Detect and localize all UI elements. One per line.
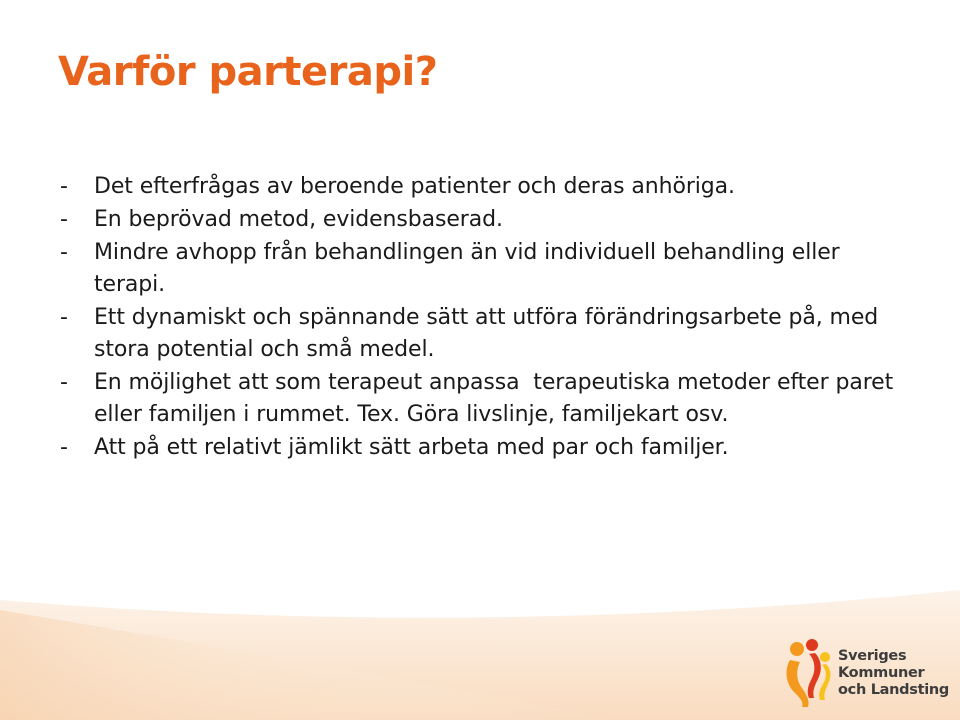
bullet-text: En beprövad metod, evidensbaserad. <box>94 207 503 232</box>
bullet-marker: - <box>60 174 68 199</box>
bullet-item <box>60 367 910 431</box>
slide-title: Varför parterapi? <box>58 49 438 95</box>
bullet-item <box>60 171 910 203</box>
bullet-list <box>60 171 910 465</box>
bullet-text: En möjlighet att som terapeut anpassa terapeutiska metoder efter paret eller familjen i rummet. Tex. Göra livslinje, familjekart osv. <box>94 370 901 427</box>
logo-line-2: Kommuner <box>838 665 925 681</box>
bullet-item <box>60 204 910 236</box>
bullet-marker: - <box>60 435 68 460</box>
bullet-text: Det efterfrågas av beroende patienter och deras anhöriga. <box>94 174 735 199</box>
bullet-item <box>60 302 910 366</box>
bullet-item <box>60 237 910 301</box>
skl-logo <box>782 636 952 708</box>
bullet-text: Mindre avhopp från behandlingen än vid individuell behandling eller terapi. <box>94 240 847 297</box>
bullet-marker: - <box>60 207 68 232</box>
skl-wordmark <box>838 648 949 699</box>
bullet-marker: - <box>60 370 68 395</box>
bullet-text: Ett dynamiskt och spännande sätt att utföra förändringsarbete på, med stora potential och små medel. <box>94 305 886 362</box>
bullet-marker: - <box>60 240 68 265</box>
logo-line-1: Sveriges <box>838 648 907 664</box>
logo-line-3: och Landsting <box>838 682 949 698</box>
bullet-item <box>60 432 910 464</box>
bullet-text: Att på ett relativt jämlikt sätt arbeta med par och familjer. <box>94 435 729 460</box>
bullet-marker: - <box>60 305 68 330</box>
skl-figures-icon <box>782 636 834 708</box>
